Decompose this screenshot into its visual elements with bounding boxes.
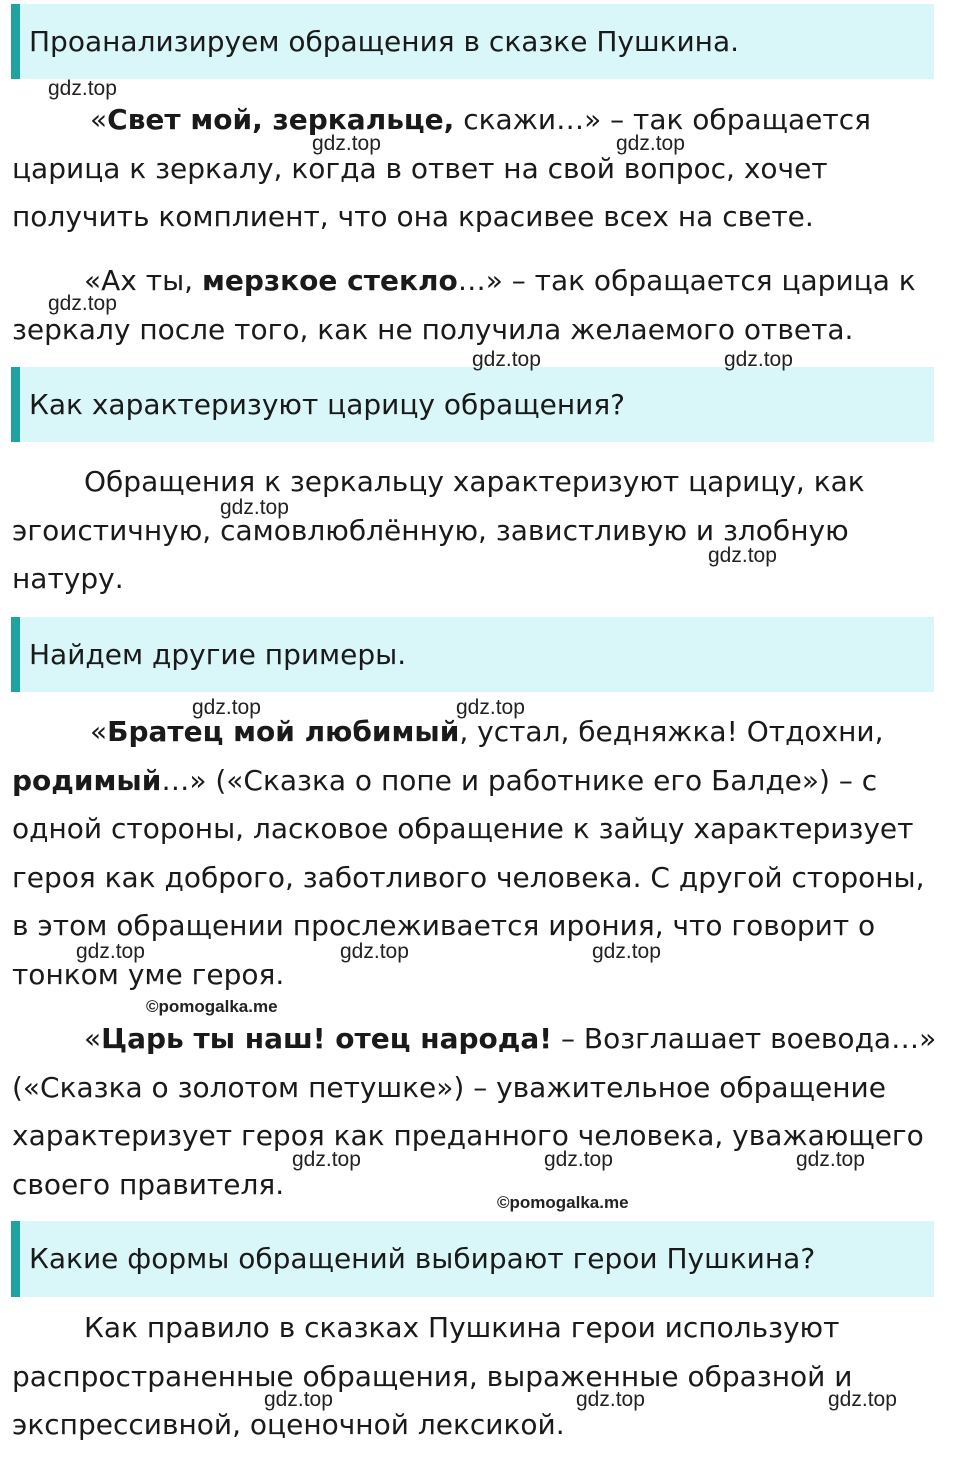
text-line: своего правителя. bbox=[12, 1167, 285, 1201]
paragraph bbox=[12, 458, 952, 604]
watermark: gdz.top bbox=[76, 940, 145, 963]
watermark: gdz.top bbox=[220, 496, 289, 519]
paragraph bbox=[12, 1015, 952, 1212]
text-line: тонком уме героя. bbox=[12, 957, 285, 991]
section-title: Проанализируем обращения в сказке Пушкина. bbox=[29, 24, 740, 58]
watermark: ©pomogalka.me bbox=[146, 997, 278, 1016]
watermark: gdz.top bbox=[472, 348, 541, 371]
watermark: ©pomogalka.me bbox=[497, 1193, 629, 1212]
text-line: родимый…» («Сказка о попе и работнике его Балде») – с bbox=[12, 763, 878, 797]
watermark: gdz.top bbox=[544, 1148, 613, 1171]
watermark: gdz.top bbox=[264, 1388, 333, 1411]
text-line: распространенные обращения, выраженные образной и bbox=[12, 1359, 853, 1393]
text-line: «Царь ты наш! отец народа! – Возглашает воевода…» bbox=[84, 1022, 937, 1055]
watermark: gdz.top bbox=[456, 696, 525, 719]
watermark: gdz.top bbox=[616, 132, 685, 155]
watermark: gdz.top bbox=[48, 77, 117, 100]
text-line: получить комплиент, что она красивее всех на свете. bbox=[12, 200, 814, 233]
text-line: («Сказка о золотом петушке») – уважительное обращение bbox=[12, 1070, 886, 1104]
text-line: характеризует героя как преданного человека, уважающего bbox=[12, 1119, 924, 1152]
watermark: gdz.top bbox=[340, 940, 409, 963]
paragraph bbox=[12, 96, 952, 242]
text-line: героя как доброго, заботливого человека. С другой стороны, bbox=[12, 860, 925, 894]
section-title: Найдем другие примеры. bbox=[29, 637, 407, 671]
watermark: gdz.top bbox=[724, 348, 793, 371]
text-line: Обращения к зеркальцу характеризуют царицу, как bbox=[84, 465, 865, 498]
section-header-4 bbox=[11, 1221, 934, 1297]
watermark: gdz.top bbox=[312, 132, 381, 155]
text-line: одной стороны, ласковое обращение к зайцу характеризует bbox=[12, 812, 914, 845]
text-line: «Ах ты, мерзкое стекло…» – так обращается царица к bbox=[84, 264, 916, 297]
watermark: gdz.top bbox=[48, 292, 117, 315]
watermark: gdz.top bbox=[708, 544, 777, 567]
text-line: эгоистичную, самовлюблённую, завистливую и злобную bbox=[12, 513, 849, 547]
watermark: gdz.top bbox=[192, 696, 261, 719]
text-line: «Свет мой, зеркальце, скажи…» – так обращается bbox=[90, 103, 871, 136]
section-header-2 bbox=[11, 367, 934, 442]
section-header-3 bbox=[11, 617, 934, 692]
section-title: Какие формы обращений выбирают герои Пушкина? bbox=[29, 1242, 816, 1275]
text-line: «Братец мой любимый, устал, бедняжка! Отдохни, bbox=[90, 715, 884, 748]
paragraph bbox=[12, 1304, 952, 1450]
text-line: царица к зеркалу, когда в ответ на свой вопрос, хочет bbox=[12, 151, 828, 185]
section-title: Как характеризуют царицу обращения? bbox=[29, 387, 626, 421]
text-line: Как правило в сказках Пушкина герои используют bbox=[84, 1311, 840, 1344]
text-line: натуру. bbox=[12, 562, 124, 595]
watermark: gdz.top bbox=[292, 1148, 361, 1171]
watermark: gdz.top bbox=[592, 940, 661, 963]
text-line: экспрессивной, оценочной лексикой. bbox=[12, 1408, 565, 1441]
watermark: gdz.top bbox=[828, 1388, 897, 1411]
watermark: gdz.top bbox=[796, 1148, 865, 1171]
paragraph bbox=[12, 257, 952, 354]
section-header-1 bbox=[11, 4, 934, 79]
paragraph bbox=[12, 708, 952, 999]
watermark: gdz.top bbox=[576, 1388, 645, 1411]
text-line: в этом обращении прослеживается ирония, что говорит о bbox=[12, 909, 876, 942]
text-line: зеркалу после того, как не получила желаемого ответа. bbox=[12, 312, 854, 346]
